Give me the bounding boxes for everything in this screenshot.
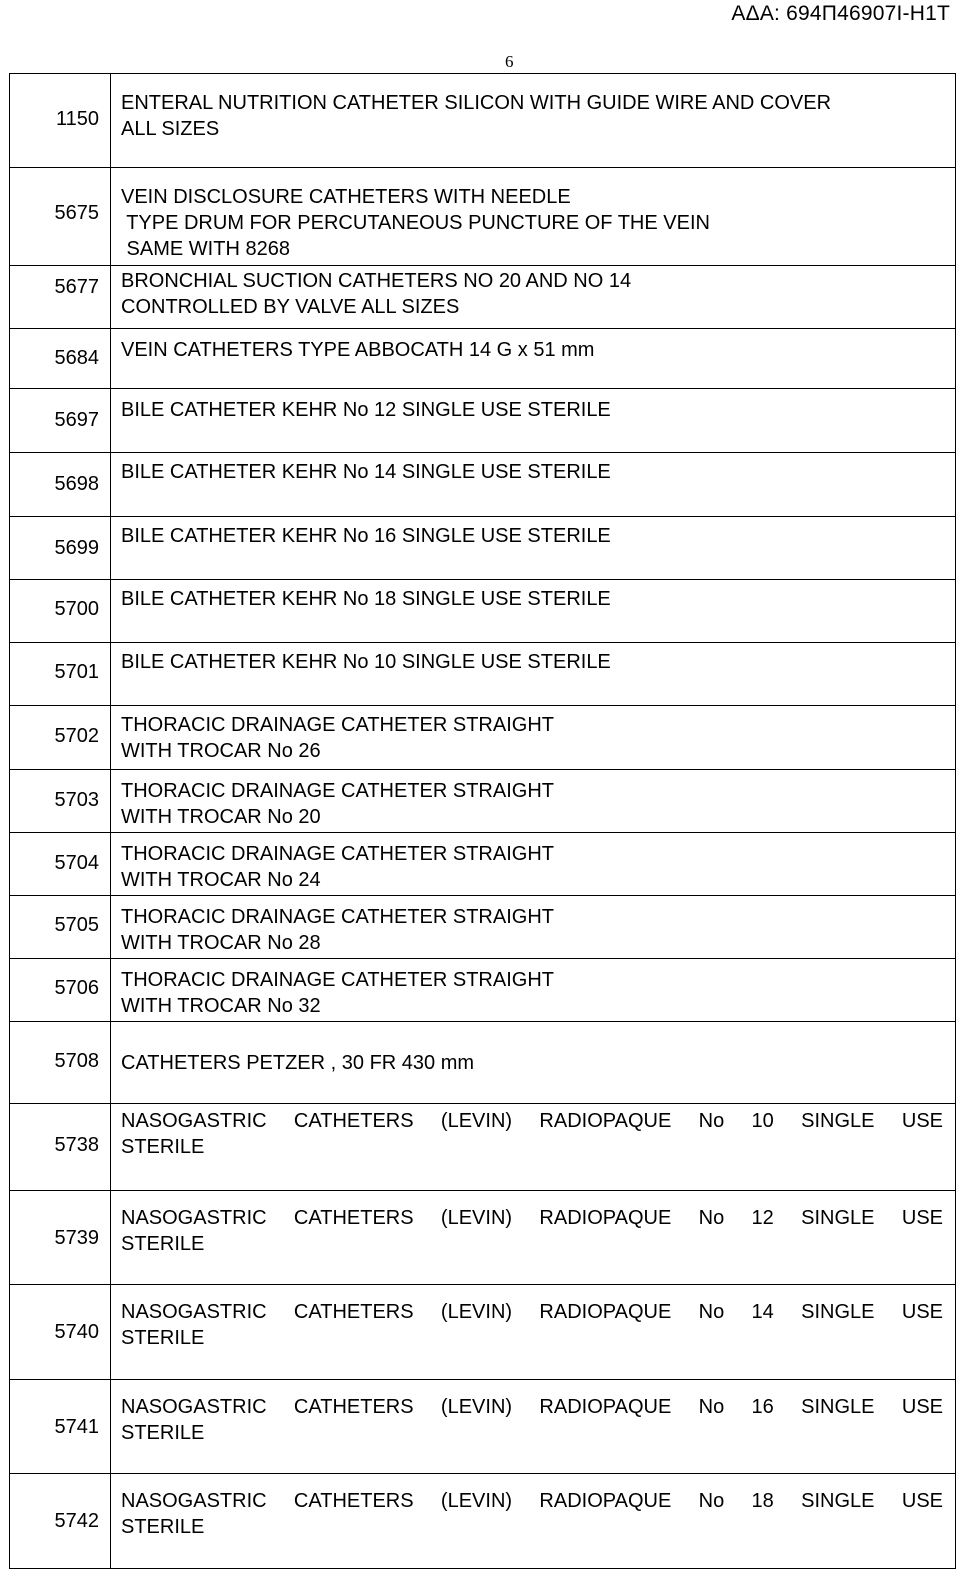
item-code-cell [10, 74, 111, 168]
table-body [10, 74, 956, 1569]
description-line: WITH TROCAR No 24 [121, 869, 321, 891]
item-description-cell [111, 517, 956, 580]
item-description [111, 337, 955, 363]
item-code-cell [10, 329, 111, 389]
item-description [111, 904, 955, 956]
item-code-cell [10, 453, 111, 517]
item-description-cell [111, 1380, 956, 1474]
item-description [111, 586, 955, 612]
description-line: WITH TROCAR No 26 [121, 740, 321, 762]
description-line: WITH TROCAR No 28 [121, 932, 321, 954]
description-line: BRONCHIAL SUCTION CATHETERS NO 20 AND NO 14 [121, 270, 632, 292]
item-code-cell [10, 168, 111, 266]
item-code-cell [10, 643, 111, 706]
description-line: STERILE [121, 1327, 205, 1349]
item-code-cell [10, 580, 111, 643]
description-line: NASOGASTRIC CATHETERS (LEVIN) RADIOPAQUE No 14 SINGLE USE [121, 1301, 943, 1323]
description-line: VEIN DISCLOSURE CATHETERS WITH NEEDLE [121, 186, 571, 208]
item-description-cell [111, 959, 956, 1022]
item-code-cell [10, 706, 111, 770]
table-row [10, 770, 956, 833]
table-row [10, 266, 956, 329]
item-description-cell [111, 168, 956, 266]
item-description [111, 1108, 955, 1160]
item-description-cell [111, 706, 956, 770]
item-code: 5742 [54, 1510, 99, 1532]
table-row [10, 1380, 956, 1474]
item-code-cell [10, 770, 111, 833]
item-description-cell [111, 1285, 956, 1380]
item-description-cell [111, 770, 956, 833]
item-code: 5704 [54, 852, 99, 874]
description-line: NASOGASTRIC CATHETERS (LEVIN) RADIOPAQUE No 10 SINGLE USE [121, 1110, 943, 1132]
catheter-items-table [9, 73, 956, 1569]
item-description [111, 268, 955, 320]
item-description [111, 459, 955, 485]
description-line: WITH TROCAR No 32 [121, 995, 321, 1017]
item-code: 5698 [54, 473, 99, 495]
description-line: NASOGASTRIC CATHETERS (LEVIN) RADIOPAQUE No 12 SINGLE USE [121, 1207, 943, 1229]
description-line: BILE CATHETER KEHR No 18 SINGLE USE STERILE [121, 588, 611, 610]
item-description-cell [111, 896, 956, 959]
item-description-cell [111, 1191, 956, 1285]
item-description [111, 841, 955, 893]
table-row [10, 580, 956, 643]
description-line: THORACIC DRAINAGE CATHETER STRAIGHT [121, 906, 554, 928]
table-row [10, 643, 956, 706]
description-line: NASOGASTRIC CATHETERS (LEVIN) RADIOPAQUE No 18 SINGLE USE [121, 1490, 943, 1512]
description-line: STERILE [121, 1136, 205, 1158]
item-description [111, 1488, 955, 1540]
item-code-cell [10, 266, 111, 329]
table-row [10, 896, 956, 959]
table-row [10, 329, 956, 389]
item-description [111, 1394, 955, 1446]
table-row [10, 1191, 956, 1285]
item-code: 5699 [54, 537, 99, 559]
table-row [10, 706, 956, 770]
item-code: 5708 [54, 1050, 99, 1072]
item-description-cell [111, 1474, 956, 1569]
description-line: ENTERAL NUTRITION CATHETER SILICON WITH GUIDE WIRE AND COVER [121, 92, 832, 114]
item-code-cell [10, 833, 111, 896]
item-code: 5697 [54, 409, 99, 431]
description-line: STERILE [121, 1422, 205, 1444]
item-code: 5702 [54, 725, 99, 747]
table-row [10, 833, 956, 896]
description-line: BILE CATHETER KEHR No 14 SINGLE USE STERILE [121, 461, 611, 483]
item-description-cell [111, 1104, 956, 1191]
item-description-cell [111, 643, 956, 706]
description-line: SAME WITH 8268 [121, 238, 290, 260]
item-description-cell [111, 1022, 956, 1104]
item-description-cell [111, 833, 956, 896]
description-line: NASOGASTRIC CATHETERS (LEVIN) RADIOPAQUE No 16 SINGLE USE [121, 1396, 943, 1418]
item-code-cell [10, 1191, 111, 1285]
table-row [10, 1022, 956, 1104]
description-line: CATHETERS PETZER , 30 FR 430 mm [121, 1052, 475, 1074]
item-code: 1150 [55, 108, 99, 130]
item-code: 5701 [54, 661, 99, 683]
description-line: STERILE [121, 1233, 205, 1255]
table-row [10, 1474, 956, 1569]
item-description [111, 397, 955, 423]
item-description-cell [111, 74, 956, 168]
item-description [111, 1299, 955, 1351]
item-code: 5739 [54, 1227, 99, 1249]
item-code: 5684 [54, 347, 99, 369]
description-line: TYPE DRUM FOR PERCUTANEOUS PUNCTURE OF THE VEIN [121, 212, 710, 234]
description-line: WITH TROCAR No 20 [121, 806, 321, 828]
description-line: VEIN CATHETERS TYPE ABBOCATH 14 G x 51 mm [121, 339, 595, 361]
item-description [111, 778, 955, 830]
item-description [111, 1050, 955, 1076]
item-code-cell [10, 389, 111, 453]
item-description [111, 1205, 955, 1257]
item-code-cell [10, 1474, 111, 1569]
table-row [10, 168, 956, 266]
table-row [10, 1285, 956, 1380]
item-description [111, 712, 955, 764]
item-code-cell [10, 1104, 111, 1191]
item-code: 5700 [54, 598, 99, 620]
description-line: BILE CATHETER KEHR No 16 SINGLE USE STERILE [121, 525, 611, 547]
ada-document-code: ΑΔΑ: 694Π46907Ι-Η1Τ [731, 2, 950, 25]
description-line: STERILE [121, 1516, 205, 1538]
description-line: THORACIC DRAINAGE CATHETER STRAIGHT [121, 780, 554, 802]
item-code-cell [10, 517, 111, 580]
item-code: 5740 [54, 1321, 99, 1343]
item-code-cell [10, 1285, 111, 1380]
description-line: THORACIC DRAINAGE CATHETER STRAIGHT [121, 714, 554, 736]
item-code: 5675 [54, 202, 99, 224]
table-row [10, 517, 956, 580]
item-code-cell [10, 896, 111, 959]
item-description [111, 90, 955, 142]
table-row [10, 453, 956, 517]
item-code: 5677 [54, 276, 99, 298]
item-description-cell [111, 266, 956, 329]
item-description [111, 967, 955, 1019]
description-line: BILE CATHETER KEHR No 10 SINGLE USE STERILE [121, 651, 611, 673]
item-code: 5706 [54, 977, 99, 999]
table-row [10, 1104, 956, 1191]
item-code-cell [10, 1380, 111, 1474]
table-row [10, 389, 956, 453]
item-code: 5741 [54, 1416, 99, 1438]
description-line: THORACIC DRAINAGE CATHETER STRAIGHT [121, 843, 554, 865]
item-description [111, 184, 955, 262]
item-code: 5738 [54, 1134, 99, 1156]
description-line: CONTROLLED BY VALVE ALL SIZES [121, 296, 460, 318]
item-description-cell [111, 329, 956, 389]
page-number: 6 [505, 52, 514, 71]
description-line: THORACIC DRAINAGE CATHETER STRAIGHT [121, 969, 554, 991]
item-description [111, 649, 955, 675]
item-code-cell [10, 1022, 111, 1104]
item-description-cell [111, 580, 956, 643]
item-code: 5705 [54, 914, 99, 936]
description-line: BILE CATHETER KEHR No 12 SINGLE USE STERILE [121, 399, 611, 421]
item-code-cell [10, 959, 111, 1022]
item-description [111, 523, 955, 549]
item-description-cell [111, 389, 956, 453]
item-description-cell [111, 453, 956, 517]
item-code: 5703 [54, 789, 99, 811]
description-line: ALL SIZES [121, 118, 220, 140]
table-row [10, 959, 956, 1022]
table-row [10, 74, 956, 168]
